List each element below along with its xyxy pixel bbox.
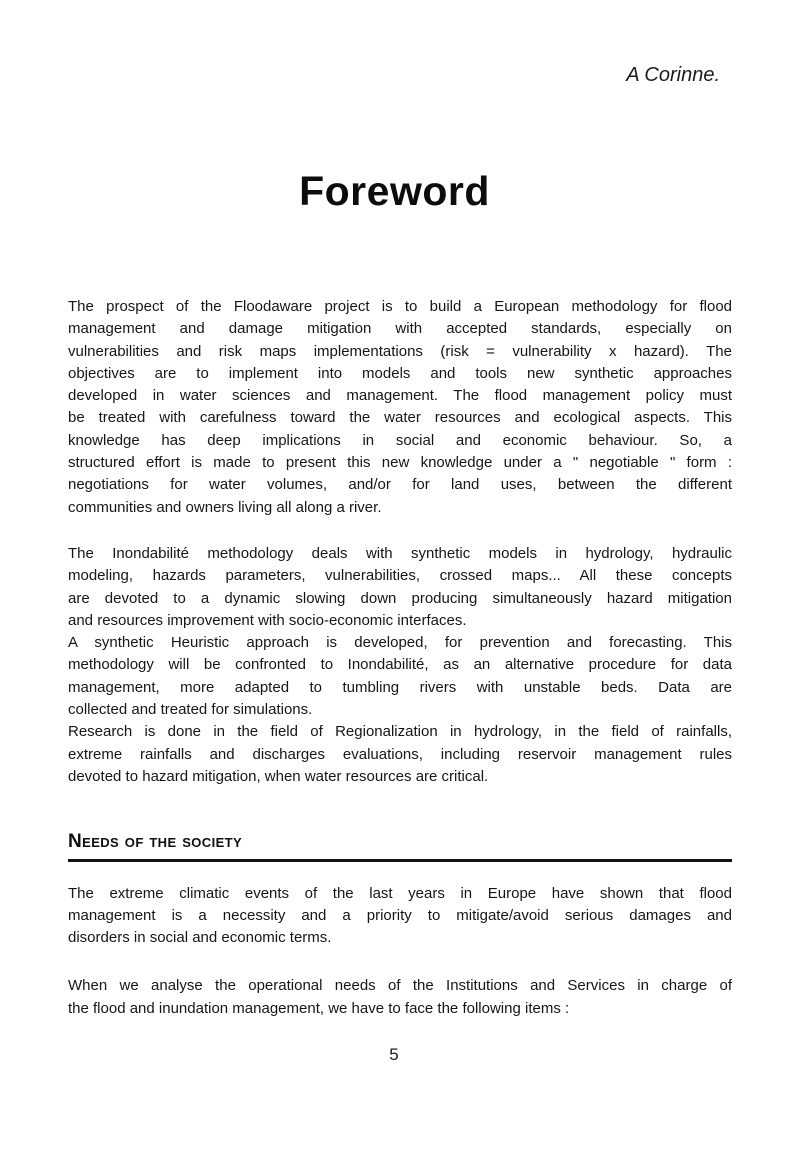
paragraph [68, 883, 732, 950]
text-line: A synthetic Heuristic approach is developed, for prevention and forecasting. This [68, 634, 732, 652]
text-block [68, 543, 732, 788]
text-line: The Inondabilité methodology deals with synthetic models in hydrology, hydraulic [68, 544, 732, 562]
text-line: devoted to hazard mitigation, when water resources are critical. [68, 767, 489, 785]
text-line: and resources improvement with socio-economic interfaces. [68, 611, 467, 629]
text-block [68, 883, 732, 950]
text-block [68, 975, 732, 1020]
text-line: vulnerabilities and risk maps implementations (risk = vulnerability x hazard). The [68, 342, 732, 360]
text-line: the flood and inundation management, we have to face the following items : [68, 999, 570, 1017]
text-line: developed in water sciences and management. The flood management policy must [68, 387, 732, 405]
page-number: 5 [389, 1045, 399, 1064]
text-line: The prospect of the Floodaware project is to build a European methodology for flood [68, 298, 732, 315]
text-line: management is a necessity and a priority to mitigate/avoid serious damages and [68, 906, 732, 924]
text-block [68, 296, 732, 519]
paragraph [68, 975, 732, 1020]
text-line: negotiations for water volumes, and/or for land uses, between the different [68, 476, 732, 494]
paragraph [68, 721, 732, 788]
text-line: are devoted to a dynamic slowing down producing simultaneously hazard mitigation [68, 589, 732, 607]
text-line: be treated with carefulness toward the water resources and ecological aspects. This [68, 409, 732, 427]
text-line: communities and owners living all along a river. [68, 498, 382, 516]
dedication-text: A Corinne. [626, 64, 720, 86]
intro-blocks [68, 296, 732, 788]
text-line: modeling, hazards parameters, vulnerabilities, crossed maps... All these concepts [68, 567, 732, 585]
text-line: When we analyse the operational needs of the Institutions and Services in charge of [68, 977, 732, 995]
text-line: management and damage mitigation with accepted standards, especially on [68, 320, 732, 338]
section-blocks [68, 883, 732, 1020]
text-line: collected and treated for simulations. [68, 701, 313, 719]
text-line: methodology will be confronted to Inondabilité, as an alternative procedure for data [68, 656, 732, 674]
text-line: Research is done in the field of Regionalization in hydrology, in the field of rainfalls, [68, 723, 732, 741]
paragraph [68, 632, 732, 721]
text-line: management, more adapted to tumbling rivers with unstable beds. Data are [68, 678, 732, 696]
body-text [68, 296, 732, 1020]
paragraph [68, 296, 732, 519]
page-title: Foreword [299, 168, 490, 214]
text-line: disorders in social and economic terms. [68, 929, 332, 947]
section-header: Needs of the society [68, 831, 732, 861]
paragraph [68, 543, 732, 632]
text-line: extreme rainfalls and discharges evaluations, including reservoir management rules [68, 745, 732, 763]
text-line: structured effort is made to present this new knowledge under a " negotiable " form : [68, 454, 732, 472]
text-line: objectives are to implement into models and tools new synthetic approaches [68, 364, 732, 382]
text-line: knowledge has deep implications in social and economic behaviour. So, a [68, 431, 732, 449]
text-line: The extreme climatic events of the last years in Europe have shown that flood [68, 884, 732, 902]
